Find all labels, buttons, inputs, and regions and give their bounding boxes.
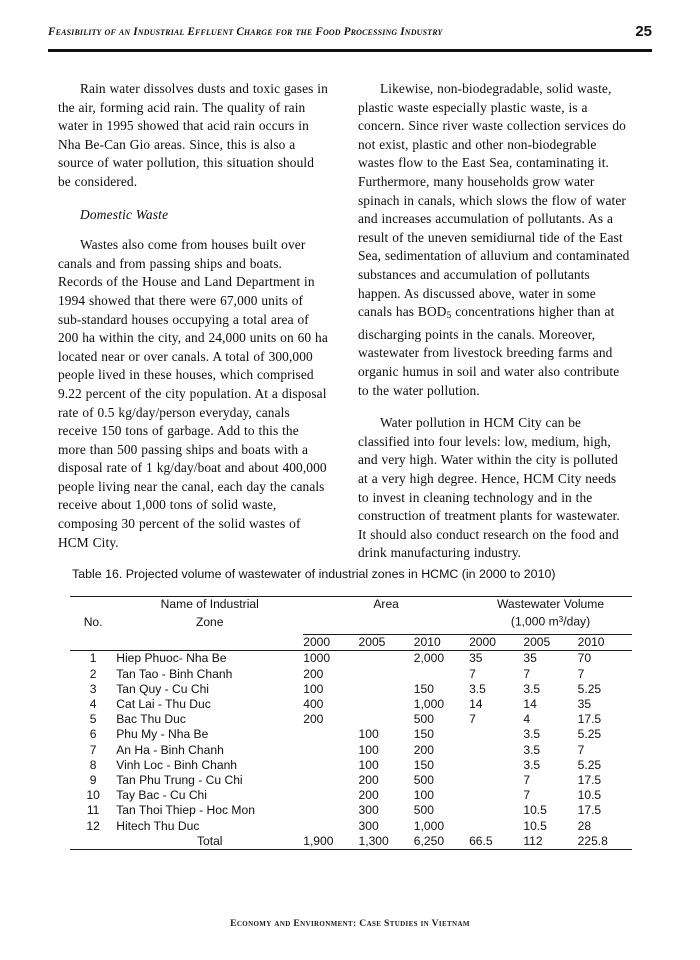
cell-vol-2000: 35 <box>469 651 523 667</box>
cell-vol-2010: 17.5 <box>577 772 602 787</box>
cell-area-2000 <box>303 803 358 818</box>
cell-vol-2005: 3.5 <box>523 727 541 742</box>
cell-area-2010: 150 <box>413 681 434 696</box>
col-header-volume-units <box>469 612 632 630</box>
year-area-2005: 2005 <box>358 635 386 650</box>
cell-vol-2010: 70 <box>578 651 632 667</box>
section-heading-domestic-waste: Domestic Waste <box>80 206 169 222</box>
cell-vol-2005: 4 <box>523 712 531 727</box>
table-body <box>70 651 632 850</box>
cell-no: 1 <box>70 651 116 667</box>
cell-vol-2000 <box>469 819 523 834</box>
cell-area-2005 <box>359 712 414 727</box>
cell-area-2000: 200 <box>303 666 324 681</box>
cell-zone-name: Tan Phu Trung - Cu Chi <box>116 772 243 787</box>
cell-vol-2005: 3.5 <box>523 742 541 757</box>
cell-area-2010: 100 <box>413 788 434 803</box>
cell-vol-2000 <box>469 803 523 818</box>
cell-area-2010: 500 <box>413 803 434 818</box>
running-head <box>48 23 652 50</box>
cell-zone-name: Tan Thoi Thiep - Hoc Mon <box>116 803 255 818</box>
right-paragraph-2: Water pollution in HCM City can be classified into four levels: low, medium, high, and very high. Water within the city is polluted at a very high degree. Hence, HCM City needs to invest in cleaning technology and in the construction of treatment plants for wastewater. It should also conduct research on the food and drink manufacturing industry. <box>358 415 620 561</box>
cell-zone-name: Hitech Thu Duc <box>116 818 200 833</box>
header-divider-rule <box>48 49 652 52</box>
cell-vol-2010: 5.25 <box>577 727 602 742</box>
cell-zone-name: Cat Lai - Thu Duc <box>116 696 211 711</box>
page-number: 25 <box>635 23 652 40</box>
cell-area-2005 <box>359 697 414 712</box>
cell-area-2010: 500 <box>413 712 434 727</box>
total-label: Total <box>116 834 303 850</box>
cell-vol-2010: 35 <box>577 696 592 711</box>
cell-no: 4 <box>89 696 97 711</box>
bod-label: BOD <box>417 304 447 320</box>
cell-area-2000: 400 <box>303 696 324 711</box>
year-area-2010: 2010 <box>413 635 441 650</box>
table-header-row-groups <box>70 597 632 613</box>
volume-units-exponent: 3 <box>558 615 564 625</box>
col-header-volume-group: Wastewater Volume <box>469 597 632 613</box>
table-row <box>70 682 632 697</box>
col-header-area-blank <box>303 612 469 630</box>
cell-vol-2000 <box>469 773 523 788</box>
cell-area-2000: 100 <box>303 681 324 696</box>
table-total-row <box>70 834 632 850</box>
cell-zone-name: Hiep Phuoc- Nha Be <box>116 651 303 667</box>
cell-area-2010: 1,000 <box>413 818 445 833</box>
bod-subscript: 5 <box>446 310 452 322</box>
cell-no: 3 <box>89 681 97 696</box>
cell-area-2010: 1,000 <box>413 696 445 711</box>
cell-area-2000 <box>303 819 358 834</box>
table-header-row-subtitles <box>70 612 632 630</box>
year-area-2000: 2000 <box>303 635 331 650</box>
cell-vol-2010: 7 <box>577 666 585 681</box>
cell-zone-name: Tay Bac - Cu Chi <box>116 788 207 803</box>
cell-area-2010: 200 <box>413 742 434 757</box>
cell-area-2010: 500 <box>413 772 434 787</box>
year-vol-2005: 2005 <box>523 635 551 650</box>
cell-vol-2005: 7 <box>523 772 531 787</box>
cell-area-2005: 100 <box>358 727 379 742</box>
cell-vol-2000: 14 <box>469 696 483 711</box>
body-columns <box>58 80 644 561</box>
right-paragraph-1 <box>358 80 630 400</box>
cell-vol-2010: 10.5 <box>577 788 602 803</box>
cell-area-2005: 300 <box>358 818 379 833</box>
cell-area-2005: 300 <box>358 803 379 818</box>
cell-vol-2005: 3.5 <box>523 757 541 772</box>
col-header-name-line1: Name of Industrial <box>116 597 303 613</box>
cell-no: 7 <box>89 742 97 757</box>
cell-vol-2010: 28 <box>577 818 592 833</box>
table-16 <box>70 596 632 850</box>
col-header-name-line2: Zone <box>195 614 224 629</box>
cell-zone-name: Tan Tao - Binh Chanh <box>116 666 233 681</box>
cell-vol-2000: 7 <box>469 712 476 727</box>
cell-no: 5 <box>89 712 97 727</box>
table-row <box>70 712 632 727</box>
cell-vol-2005: 35 <box>523 651 577 667</box>
cell-zone-name: Vinh Loc - Binh Chanh <box>116 757 238 772</box>
table-row <box>70 803 632 818</box>
cell-vol-2000: 3.5 <box>469 681 486 696</box>
col-header-area-group: Area <box>303 597 469 613</box>
volume-units-suffix: /day) <box>563 614 591 629</box>
left-paragraph-2: Wastes also come from houses built over canals and from passing ships and boats. Records of the House and Land Department in 1994 showed that there were 67,000 units of sub-standard houses occupying a total area of 200 ha within the city, and 24,000 units on 60 ha located near or over canals. A total of 300,000 people lived in these houses, which comprised 9.22 percent of the city population. At a disposal rate of 0.5 kg/day/person everyday, canals receive 150 tons of garbage. Add to this the more than 500 passing ships and boats with a disposal rate of 1 kg/day/boat and about 400,000 people living near the canal, each day the canals receive about 1,000 tons of solid waste, composing 30 percent of the solid wastes of HCM City. <box>58 237 328 550</box>
cell-no: 9 <box>89 772 97 787</box>
table-row <box>70 773 632 788</box>
total-area-2000: 1,900 <box>303 834 358 850</box>
table-row <box>70 788 632 803</box>
cell-area-2010: 150 <box>413 757 434 772</box>
cell-vol-2005: 7 <box>523 788 531 803</box>
left-paragraph-1: Rain water dissolves dusts and toxic gases in the air, forming acid rain. The quality of rain water in 1995 showed that acid rain occurs in Nha Be-Can Gio areas. Since, this is also a source of water pollution, this situation should be considered. <box>58 81 328 189</box>
cell-area-2005: 100 <box>358 742 379 757</box>
cell-area-2000 <box>303 727 358 742</box>
left-column <box>58 80 330 566</box>
cell-vol-2000 <box>469 727 523 742</box>
cell-no: 6 <box>89 727 97 742</box>
cell-zone-name: Tan Quy - Cu Chi <box>116 681 209 696</box>
table-row <box>70 819 632 834</box>
total-vol-2010: 225.8 <box>578 834 632 850</box>
cell-area-2000 <box>303 758 358 773</box>
right-paragraph-1-part-a: Likewise, non-biodegradable, solid waste, plastic waste especially plastic waste, is a concern. Since river waste collection services do not exist, plastic and other non-biodegrable wastes flow to the East Sea, contaminating it. Furthermore, many households grow water spinach in canals, which slows the flow of water and increases accumulation of pollutants. As a result of the uneven semidiurnal tide of the East Sea, sedimentation of alluvium and contaminated substances and accumulation of pollutants happen. As discussed above, water in some canals has <box>358 81 630 320</box>
cell-vol-2010: 17.5 <box>577 712 602 727</box>
cell-vol-2010: 5.25 <box>577 757 602 772</box>
volume-units-prefix: (1,000 m <box>510 614 559 629</box>
table-16-container <box>70 566 632 850</box>
cell-no: 2 <box>89 666 97 681</box>
total-area-2010: 6,250 <box>414 834 469 850</box>
cell-vol-2010: 17.5 <box>577 803 602 818</box>
right-paragraph-1-part-b: concentrations higher than at discharging points in the canals. Moreover, wastewater from livestock breeding farms and organic humus in soil and water also contribute to the water pollution. <box>358 304 620 398</box>
cell-area-2010 <box>414 667 469 682</box>
table-row <box>70 743 632 758</box>
cell-vol-2005: 7 <box>523 666 531 681</box>
cell-area-2000 <box>303 773 358 788</box>
cell-area-2000 <box>303 743 358 758</box>
total-vol-2000: 66.5 <box>469 834 523 850</box>
cell-vol-2005: 10.5 <box>523 818 547 833</box>
table-row <box>70 758 632 773</box>
cell-no: 8 <box>89 757 97 772</box>
year-vol-2000: 2000 <box>469 635 496 650</box>
cell-area-2000: 1000 <box>303 651 358 667</box>
table-header-year-labels <box>70 635 632 651</box>
total-area-2005: 1,300 <box>359 834 414 850</box>
cell-vol-2000 <box>469 743 523 758</box>
cell-zone-name: Bac Thu Duc <box>116 712 186 727</box>
cell-area-2000: 200 <box>303 712 324 727</box>
table-row <box>70 651 632 667</box>
cell-vol-2005: 10.5 <box>523 803 547 818</box>
cell-no: 10 <box>86 788 100 803</box>
year-blank-name <box>116 635 303 651</box>
year-vol-2010: 2010 <box>577 635 605 650</box>
right-column <box>358 80 630 577</box>
cell-vol-2000 <box>469 758 523 773</box>
cell-area-2005 <box>359 682 414 697</box>
cell-area-2000 <box>303 788 358 803</box>
table-header <box>70 597 632 651</box>
running-head-title: Feasibility of an Industrial Effluent Charge for the Food Processing Industry <box>48 26 443 38</box>
cell-vol-2000 <box>469 788 523 803</box>
cell-area-2005 <box>359 651 414 667</box>
cell-vol-2010: 5.25 <box>577 681 602 696</box>
col-header-no: No. <box>70 597 116 631</box>
cell-area-2005: 200 <box>358 772 379 787</box>
cell-zone-name: Phu My - Nha Be <box>116 727 209 742</box>
cell-vol-2010: 7 <box>577 742 585 757</box>
table-row <box>70 697 632 712</box>
table-row <box>70 727 632 742</box>
cell-vol-2005: 14 <box>523 696 537 711</box>
year-blank-no <box>70 635 116 651</box>
page-footer: Economy and Environment: Case Studies in Vietnam <box>230 918 470 929</box>
cell-vol-2000: 7 <box>469 666 476 681</box>
cell-area-2010: 2,000 <box>414 651 469 667</box>
cell-area-2005: 100 <box>358 757 379 772</box>
total-cell-blank <box>70 834 116 850</box>
cell-zone-name: An Ha - Binh Chanh <box>116 742 224 757</box>
cell-area-2010: 150 <box>413 727 434 742</box>
table-row <box>70 667 632 682</box>
table-caption: Table 16. Projected volume of wastewater of industrial zones in HCMC (in 2000 to 2010) <box>72 567 556 581</box>
cell-no: 12 <box>86 818 100 833</box>
cell-area-2005: 200 <box>358 788 379 803</box>
cell-vol-2005: 3.5 <box>523 681 541 696</box>
total-vol-2005: 112 <box>523 834 577 850</box>
cell-area-2005 <box>359 667 414 682</box>
cell-no: 11 <box>86 803 100 818</box>
